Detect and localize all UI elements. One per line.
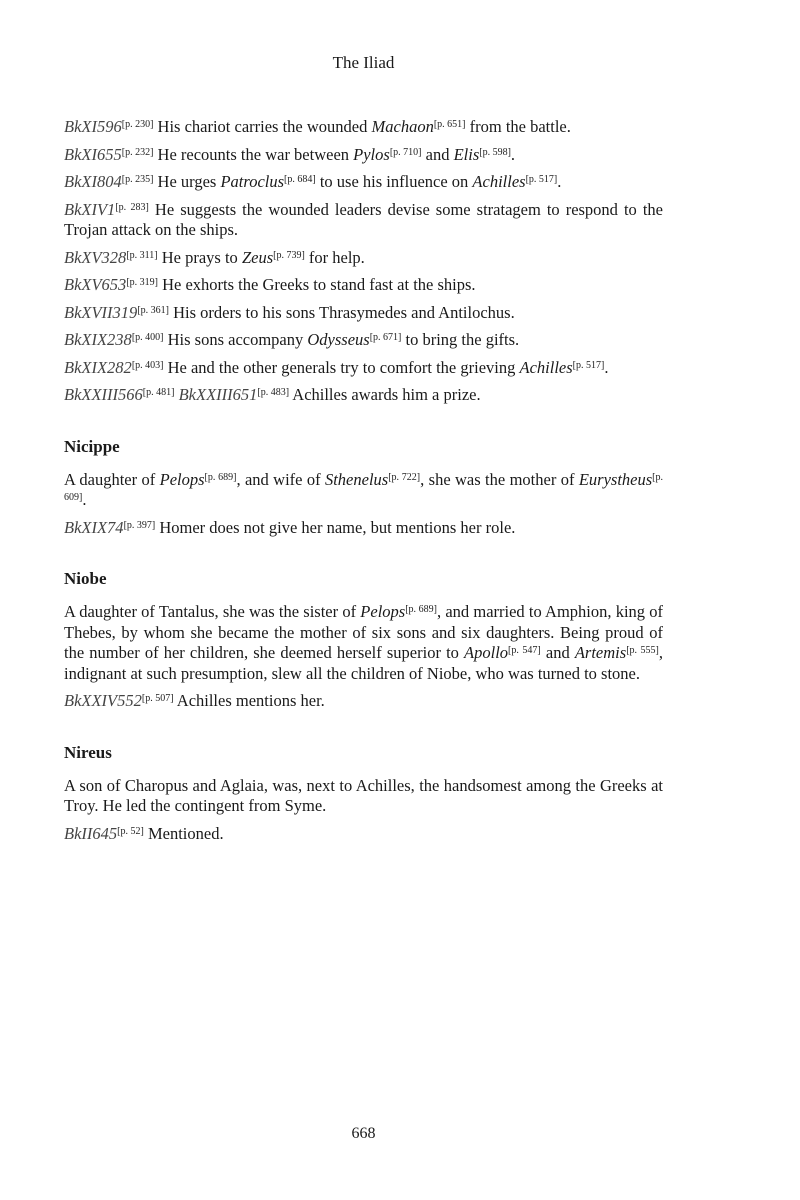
- page-marker: [p. 651]: [433, 119, 466, 130]
- entry-paragraph: [64, 518, 663, 539]
- page-marker: [p. 319]: [126, 277, 158, 288]
- page-marker: [p. 555]: [626, 645, 659, 656]
- paragraph-text: He prays to: [157, 247, 242, 267]
- entry-paragraph: [64, 824, 663, 845]
- cross-reference-name-link[interactable]: Machaon: [371, 117, 434, 136]
- paragraph-text: Homer does not give her name, but mentions her role.: [155, 517, 516, 537]
- page-marker: [p. 609]: [64, 471, 663, 503]
- entry-paragraph: [64, 385, 663, 406]
- entry-paragraph: [64, 248, 663, 269]
- paragraph-text: Achilles awards him a prize.: [289, 385, 481, 404]
- page-marker: [p. 230]: [121, 119, 154, 130]
- page-marker: [p. 507]: [141, 693, 174, 704]
- cross-reference-name-link[interactable]: Achilles: [519, 357, 573, 377]
- paragraph-text: , and wife of: [236, 469, 325, 489]
- paragraph-text: .: [82, 490, 87, 509]
- entry-paragraph: [64, 275, 663, 296]
- page-content: [64, 117, 663, 851]
- page-marker: [p. 361]: [137, 304, 169, 316]
- entry-paragraph: [64, 602, 663, 684]
- book-line-reference-link[interactable]: BkII645: [64, 823, 118, 843]
- book-line-reference-link[interactable]: BkXV328: [64, 247, 127, 267]
- book-line-reference-link[interactable]: BkXXIII651: [178, 385, 258, 404]
- running-title: The Iliad: [332, 53, 395, 72]
- paragraph-text: , she was the mother of: [420, 469, 579, 489]
- paragraph-text: A son of Charopus and Aglaia, was, next to Achilles, the handsomest among the Greeks at Troy. He led the contingent from Syme.: [64, 775, 663, 815]
- paragraph-text: , and married to Amphion, king of Thebes, by whom she became the mother of six sons and six daughters. Being proud of the number of her children, she deemed herself superior to: [64, 602, 663, 662]
- page-marker: [p. 598]: [479, 146, 511, 158]
- entry-paragraph: [64, 470, 663, 511]
- book-line-reference-link[interactable]: BkXVII319: [64, 302, 138, 322]
- cross-reference-name-link[interactable]: Zeus: [241, 247, 274, 267]
- page-marker: [p. 517]: [525, 174, 558, 185]
- paragraph-text: for help.: [304, 247, 365, 267]
- paragraph-text: .: [557, 172, 562, 191]
- paragraph-text: He recounts the war between: [153, 144, 354, 164]
- page-marker: [p. 52]: [117, 825, 144, 837]
- entry-paragraph: [64, 303, 663, 324]
- entry-heading: Nicippe: [64, 436, 120, 456]
- entry-heading: Niobe: [64, 569, 107, 588]
- book-line-reference-link[interactable]: BkXXIII566: [64, 385, 143, 404]
- paragraph-text: .: [604, 357, 609, 377]
- page-marker: [p. 283]: [115, 201, 149, 213]
- paragraph-text: His chariot carries the wounded: [153, 117, 372, 136]
- page-marker: [p. 689]: [405, 604, 437, 615]
- book-line-reference-link[interactable]: BkXIX282: [64, 357, 132, 377]
- page-marker: [p. 517]: [572, 359, 605, 371]
- book-line-reference-link[interactable]: BkXI655: [64, 144, 122, 164]
- page-number: 668: [351, 1125, 376, 1142]
- cross-reference-name-link[interactable]: Odysseus: [307, 330, 370, 349]
- page-marker: [p. 722]: [388, 471, 421, 483]
- entry-paragraph: [64, 172, 663, 193]
- paragraph-text: Mentioned.: [143, 823, 224, 843]
- book-line-reference-link[interactable]: BkXXIV552: [64, 691, 142, 710]
- page-marker: [p. 684]: [284, 174, 316, 185]
- entry-paragraph: [64, 330, 663, 351]
- cross-reference-name-link[interactable]: Pylos: [353, 144, 390, 164]
- page-marker: [p. 397]: [123, 519, 156, 531]
- paragraph-text: and: [540, 643, 575, 662]
- page-marker: [p. 689]: [204, 471, 237, 483]
- book-line-reference-link[interactable]: BkXI804: [64, 172, 122, 191]
- cross-reference-name-link[interactable]: Artemis: [574, 643, 627, 662]
- page-marker: [p. 483]: [257, 387, 290, 398]
- page-marker: [p. 547]: [508, 645, 541, 656]
- paragraph-text: He urges: [153, 172, 221, 191]
- book-line-reference-link[interactable]: BkXIX238: [64, 330, 132, 349]
- paragraph-text: He suggests the wounded leaders devise some stratagem to respond to the Trojan attack on the ships.: [64, 199, 663, 239]
- cross-reference-name-link[interactable]: Apollo: [464, 643, 509, 662]
- document-page: [64, 0, 663, 1200]
- cross-reference-name-link[interactable]: Sthenelus: [324, 469, 389, 489]
- paragraph-text: A daughter of Tantalus, she was the sister of: [64, 602, 361, 621]
- paragraph-text: Achilles mentions her.: [173, 691, 325, 710]
- cross-reference-name-link[interactable]: Elis: [453, 144, 480, 164]
- paragraph-text: to use his influence on: [315, 172, 473, 191]
- paragraph-text: His sons accompany: [163, 330, 308, 349]
- paragraph-text: from the battle.: [465, 117, 571, 136]
- entry-paragraph: [64, 200, 663, 241]
- entry-paragraph: [64, 145, 663, 166]
- entry-paragraph: [64, 776, 663, 817]
- paragraph-text: He exhorts the Greeks to stand fast at the ships.: [157, 275, 476, 294]
- page-marker: [p. 403]: [131, 359, 164, 371]
- paragraph-text: and: [421, 144, 454, 164]
- paragraph-text: .: [510, 144, 516, 164]
- entry-paragraph: [64, 691, 663, 712]
- paragraph-text: His orders to his sons Thrasymedes and Antilochus.: [168, 302, 515, 322]
- paragraph-text: to bring the gifts.: [401, 330, 520, 349]
- paragraph-text: , indignant at such presumption, slew all the children of Niobe, who was turned to stone.: [64, 643, 663, 683]
- cross-reference-name-link[interactable]: Eurystheus: [578, 469, 653, 489]
- page-marker: [p. 232]: [121, 146, 154, 158]
- paragraph-text: A daughter of: [64, 469, 160, 489]
- book-line-reference-link[interactable]: BkXIV1: [64, 199, 116, 219]
- book-line-reference-link[interactable]: BkXV653: [64, 275, 127, 294]
- book-line-reference-link[interactable]: BkXIX74: [64, 517, 124, 537]
- page-marker: [p. 710]: [389, 146, 422, 158]
- page-marker: [p. 235]: [121, 174, 154, 185]
- entry-paragraph: [64, 358, 663, 379]
- cross-reference-name-link[interactable]: Achilles: [472, 172, 526, 191]
- page-marker: [p. 311]: [126, 249, 158, 261]
- cross-reference-name-link[interactable]: Pelops: [360, 602, 406, 621]
- page-marker: [p. 481]: [142, 387, 175, 398]
- entry-heading: Nireus: [64, 742, 112, 762]
- entry-paragraph: [64, 117, 663, 138]
- page-marker: [p. 671]: [369, 332, 402, 343]
- page-marker: [p. 400]: [131, 332, 164, 343]
- book-line-reference-link[interactable]: BkXI596: [64, 117, 122, 136]
- cross-reference-name-link[interactable]: Pelops: [159, 469, 205, 489]
- paragraph-text: He and the other generals try to comfort the grieving: [163, 357, 520, 377]
- cross-reference-name-link[interactable]: Patroclus: [220, 172, 285, 191]
- page-marker: [p. 739]: [273, 249, 305, 261]
